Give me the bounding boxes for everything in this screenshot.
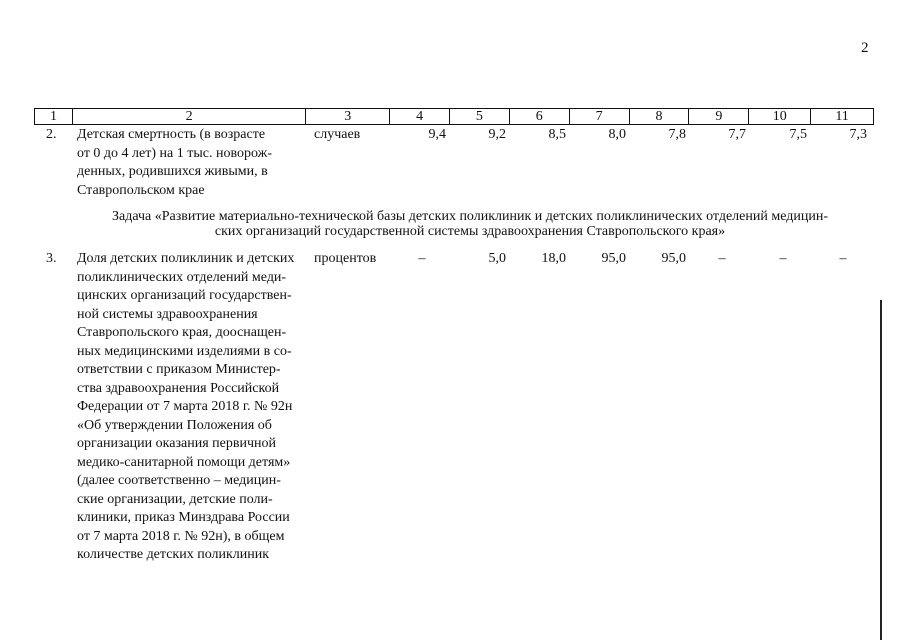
value-cell: – [718, 251, 726, 266]
header-cell-9: 9 [689, 109, 749, 124]
header-cell-5: 5 [450, 109, 510, 124]
value-cell: 95,0 [601, 251, 626, 266]
indicator-name-line: (далее соответственно – медицин- [77, 473, 281, 488]
row-number: 2. [46, 127, 57, 142]
value-cell: – [839, 251, 847, 266]
value-cell: 9,4 [428, 127, 446, 142]
header-cell-11: 11 [835, 109, 849, 124]
value-cell: 7,3 [849, 127, 867, 142]
task-title [80, 209, 860, 239]
value-cell: 8,5 [548, 127, 566, 142]
indicator-name-line: денных, родившихся живыми, в [77, 164, 268, 179]
value-cell: – [779, 251, 787, 266]
value-cell: 7,8 [668, 127, 686, 142]
value-cell: 95,0 [661, 251, 686, 266]
unit-of-measure: процентов [314, 251, 377, 266]
indicator-name-line: Федерации от 7 марта 2018 г. № 92н [77, 399, 293, 414]
indicator-name-line: Доля детских поликлиник и детских [77, 251, 295, 266]
indicator-name-line: Ставропольского края, дооснащен- [77, 325, 287, 340]
indicator-name-line: ские организации, детские поли- [77, 491, 273, 507]
header-cell-8: 8 [630, 109, 690, 124]
table-header-row [34, 108, 874, 125]
value-cell: 9,2 [488, 127, 506, 142]
header-cell-4: 4 [390, 109, 450, 124]
indicator-name-line: Детская смертность (в возрасте [77, 127, 266, 142]
indicator-name-line: от 7 марта 2018 г. № 92н), в общем [77, 528, 285, 544]
header-cell-1: 1 [35, 109, 73, 124]
row-number: 3. [46, 251, 57, 266]
header-cell-2: 2 [73, 109, 306, 124]
task-title-line: Задача «Развитие материально-технической базы детских поликлиник и детских поликлинических отделений медицин- [111, 209, 828, 224]
indicator-name-line: Ставропольском крае [77, 182, 205, 198]
indicator-name-line: количестве детских поликлиник [77, 547, 270, 562]
indicator-name-line: «Об утверждении Положения об [77, 417, 272, 433]
indicator-name [77, 126, 306, 200]
header-cell-10: 10 [749, 109, 811, 124]
indicator-name-line: ства здравоохранения Российской [77, 380, 280, 396]
indicator-name-line: от 0 до 4 лет) на 1 тыс. новорож- [77, 145, 272, 161]
header-cell-6: 6 [510, 109, 570, 124]
value-cell: 5,0 [488, 251, 506, 266]
indicator-name-line: ной системы здравоохранения [77, 306, 258, 322]
value-cell: 7,7 [728, 127, 746, 142]
indicator-name-line: цинских организаций государствен- [77, 288, 292, 303]
task-title-line: ских организаций государственной системы здравоохранения Ставропольского края» [214, 224, 726, 239]
value-cell: 8,0 [608, 127, 626, 142]
indicator-name-line: организации оказания первичной [77, 436, 276, 451]
indicator-name [77, 250, 306, 565]
indicator-name-line: поликлинических отделений меди- [77, 269, 287, 285]
indicator-name-line: ответствии с приказом Министер- [77, 362, 281, 377]
page-number: 2 [861, 40, 869, 56]
indicator-name-line: медико-санитарной помощи детям» [77, 454, 291, 470]
value-cell: – [418, 251, 426, 266]
unit-of-measure: случаев [314, 127, 361, 142]
indicator-name-line: ных медицинскими изделиями в со- [77, 343, 292, 359]
header-cell-3: 3 [306, 109, 390, 124]
header-cell-7: 7 [570, 109, 630, 124]
scan-edge-line [880, 300, 882, 640]
indicator-name-line: клиники, приказ Минздрава России [77, 510, 290, 525]
value-cell: 18,0 [541, 251, 566, 266]
value-cell: 7,5 [789, 127, 807, 142]
